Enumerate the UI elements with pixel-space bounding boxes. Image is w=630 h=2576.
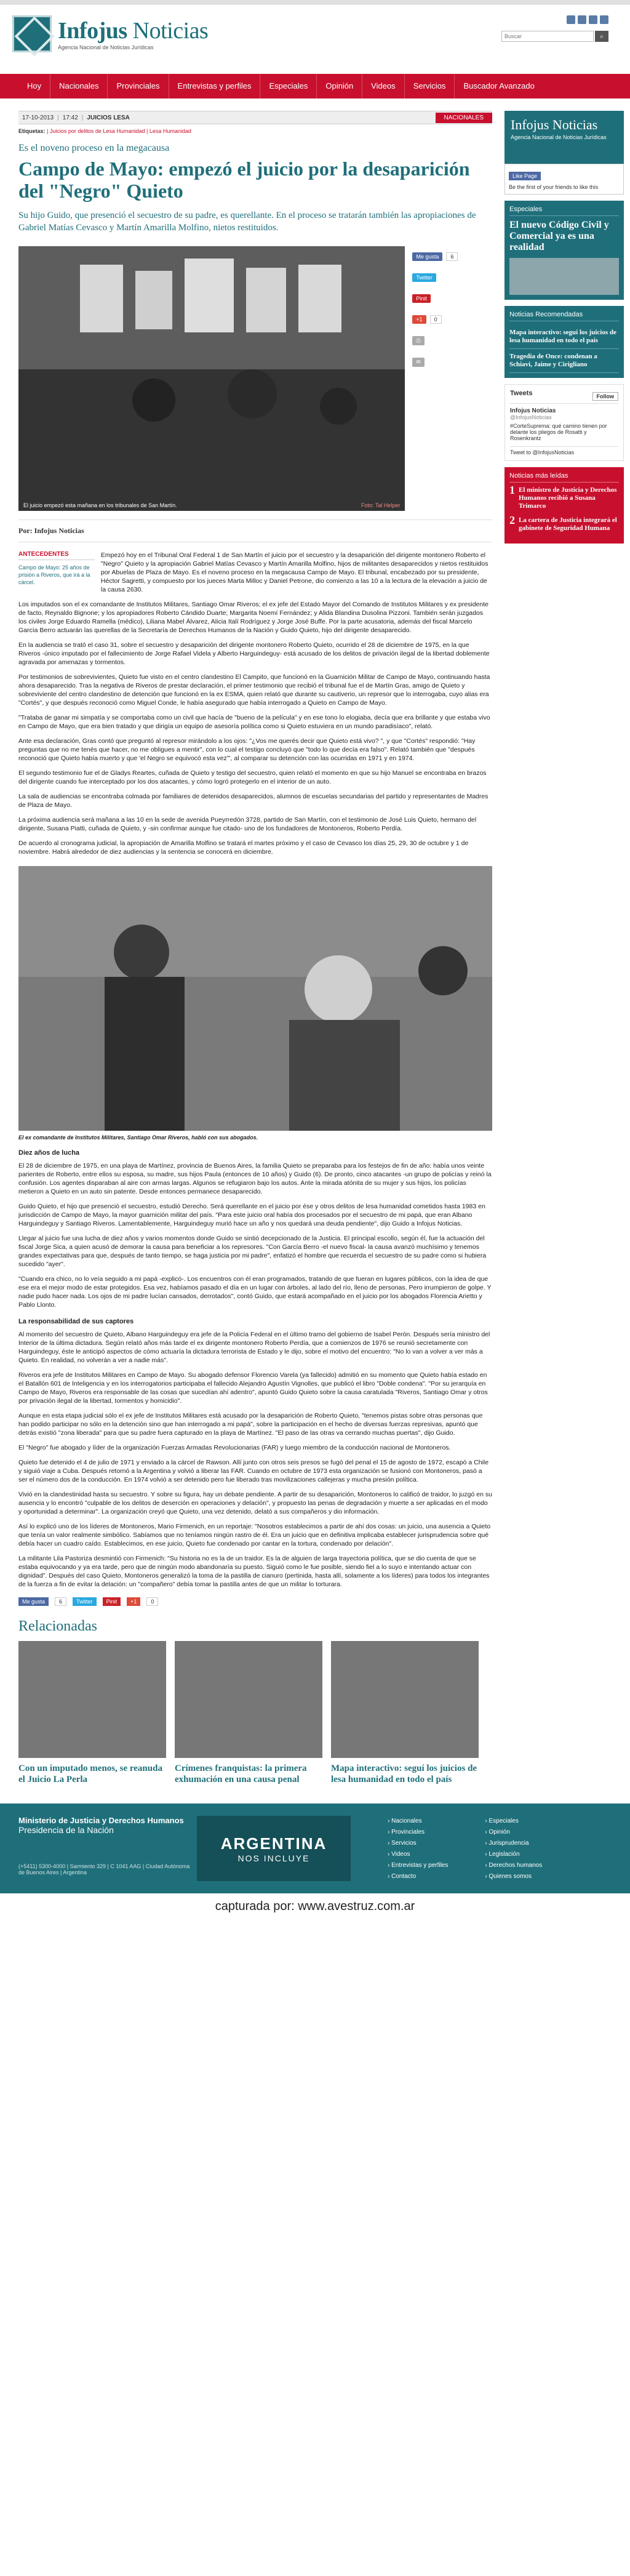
- footer-link[interactable]: › Especiales: [485, 1818, 518, 1824]
- section-tag-button[interactable]: NACIONALES: [436, 113, 492, 123]
- twitter-button[interactable]: Twitter: [412, 273, 436, 282]
- article-tags: Etiquetas: | Juicios por delitos de Lesa Humanidad | Lesa Humanidad: [18, 128, 191, 134]
- banner-word-noticias: Noticias: [552, 117, 598, 132]
- paragraph: Empezó hoy en el Tribunal Oral Federal 1 de San Martín el juicio por el secuestro y la desaparición del dirigente montonero Roberto el "Negro" Quieto y la apropiación Gabriel Matías Cevasco y Martín Amarilla Molfino, hijos de militantes desaparecidos y nietos restituidos por Abuelas de Plaza de Mayo. Es el noveno proceso en la megacausa Campo de Mayo. El tribunal, encabezado por su presidente, Héctor Sagretti, y compuesto por los jueces Marta Milloc y Daniel Petrone, dio comienzo a las 10 a la lectura de la elevación a juicio de la causa 2630.: [100, 552, 488, 593]
- like-page-button[interactable]: Like Page: [509, 172, 541, 180]
- article-continued: [18, 600, 492, 1606]
- paragraph: Los imputados son el ex comandante de Institutos Militares, Santiago Omar Riveros; el ex jefe del Estado Mayor del Comando de Institutos Militares y ex presidente de facto, Reynaldo Bignone; y los apropiadores Roberto Cándido Duarte; Margarita Noemí Fernández; y Alida Blandina Dusolina Pizzoni. También serán juzgados los civiles Jorge Eduardo Ramella (médico), Liliana Mabel Álvarez, Alicia Italí Rodríguez y Jorge José Buffe. Por la parte acusatoria, además del fiscal Marcelo García Berro actuarán las querellas de la Secretaría de Derechos Humanos de la Nación y Guido Quieto, hijo del dirigente desaparecido.: [18, 601, 488, 634]
- nav-opinion[interactable]: Opinión: [317, 74, 362, 98]
- tweet-author[interactable]: Infojus Noticias: [510, 407, 556, 414]
- footer-link[interactable]: › Contacto: [388, 1873, 416, 1880]
- social-icons: [567, 15, 608, 24]
- nav-videos[interactable]: Videos: [362, 74, 405, 98]
- tweet-handle[interactable]: @InfojusNoticias: [510, 414, 552, 420]
- subheading: La responsabilidad de sus captores: [18, 1318, 134, 1325]
- article-kicker: Es el noveno proceso en la megacausa: [18, 143, 170, 153]
- logo-emblem: [12, 15, 52, 52]
- paragraph: En la audiencia se trató el caso 31, sobre el secuestro y desaparición del dirigente montonero Roberto Quieto, ocurrido el 28 de diciembre de 1975, en la que Riveros -único imputado por el fallecimiento de Jorge Rafael Videla y Alberto Harguindeguy- está acusado de los delitos de privación ilegal de la libertad doblemente agravada por amenazas y tormentos.: [18, 641, 490, 666]
- article-date: 17-10-2013: [22, 114, 54, 121]
- footer-address: (+5411) 5300-4000 | Sarmiento 329 | C 1041 AAG | Ciudad Autónoma de Buenos Aires | Argentina: [18, 1863, 190, 1876]
- second-photo-caption: El ex comandante de Institutos Militares, Santiago Omar Riveros, habló con sus abogados.: [18, 1134, 258, 1141]
- related-title[interactable]: Mapa interactivo: seguí los juicios de lesa humanidad en todo el país: [331, 1763, 477, 1784]
- article-byline: Por: Infojus Noticias: [18, 520, 492, 542]
- tweets-heading: Tweets: [510, 390, 533, 397]
- subheading: Diez años de lucha: [18, 1149, 80, 1157]
- courtroom-photo: [18, 246, 405, 511]
- mas-leidas-box: [504, 467, 624, 544]
- nav-hoy[interactable]: Hoy: [18, 74, 50, 98]
- nav-provinciales[interactable]: Provinciales: [108, 74, 169, 98]
- paragraph: Guido Quieto, el hijo que presenció el secuestro, estudió Derecho. Será querellante en el juicio por ése y otros delitos de lesa humanidad cometidos hasta 1983 en jurisdicción de Campo de Mayo, la mayor guarnición militar del país. "Para este juicio oral había dos procesados por el secuestro de mi papá, que eran Albano Harguindeguy y Santiago Riveros. Lamentablemente, Harguindeguy murió hace un año y nos quedará una deuda pendiente", dijo Guido a Infojus Noticias.: [18, 1203, 485, 1227]
- facebook-widget: [504, 111, 624, 195]
- footer-links-col2: [485, 1816, 542, 1881]
- facebook-icon[interactable]: [567, 15, 575, 24]
- footer-ministry: [18, 1816, 197, 1881]
- related-title[interactable]: Crímenes franquistas: la primera exhumación en una causa penal: [175, 1763, 307, 1784]
- footer-argentina-banner: [197, 1816, 351, 1881]
- related-heading: Relacionadas: [18, 1618, 97, 1634]
- recomendadas-box: [504, 306, 624, 378]
- footer-link[interactable]: › Legislación: [485, 1851, 519, 1858]
- email-icon[interactable]: ✉: [412, 358, 425, 367]
- sidebar: [504, 111, 624, 1606]
- logo-subtitle: Agencia Nacional de Noticias Jurídicas: [58, 44, 154, 50]
- tag-link[interactable]: Juicios por delitos de Lesa Humanidad: [49, 128, 145, 134]
- article-section[interactable]: JUICIOS LESA: [87, 114, 130, 121]
- antecedentes-title: ANTECEDENTES: [18, 551, 95, 560]
- footer-link[interactable]: › Opinión: [485, 1829, 510, 1836]
- main-photo-row: [18, 246, 492, 511]
- mas-leida-link[interactable]: La cartera de Justicia integrará el gabinete de Seguridad Humana: [519, 516, 617, 532]
- photo-caption: El juicio empezó esta mañana en los tribunales de San Martín.: [23, 502, 177, 508]
- mas-leidas-heading: Noticias más leídas: [509, 472, 619, 483]
- googleplus-count: 0: [430, 315, 442, 324]
- nav-entrevistas[interactable]: Entrevistas y perfiles: [169, 74, 261, 98]
- paragraph: La militante Lila Pastoriza desmintió con Firmenich: "Su historia no es la de un traidor. Es la de alguien de larga trayectoria política, que se dio cuenta de que se estaba equivocando y ya era tarde, pero que de ningún modo abandonaría su puesto. Siguió como le fue posible, siendo fiel a lo suyo e intentando actuar con dignidad". Después del caso Quieto, Montoneros generalizó la toma de la pastilla de cianuro (pertinida, hasta allí, solamente a los líderes) para todos los integrantes de la fuerza a fin de evitar la delación: un "compañero" debía tomar la pastilla antes de que un militar lo torturara.: [18, 1555, 490, 1588]
- paragraph: Así lo explicó uno de los líderes de Montoneros, Mario Firmenich, en un reportaje: "Nosotros establecimos a partir de ahí dos cosas: un juicio, una ausencia a Quieto que tenía un valor realmente simbólico. Sabíamos que no teníamos ningún rastro de él. Era un juicio que en definitiva implicaba establecer jurisprudencia sobre qué debía hacer un cuadro caído. Establecimos, en ese juicio, Quieto fue condenado por cantar en la tortura, condenado por delación".: [18, 1523, 491, 1547]
- twitter-icon[interactable]: [578, 15, 586, 24]
- especiales-link[interactable]: El nuevo Código Civil y Comercial ya es una realidad: [509, 220, 609, 252]
- paragraph: Vivió en la clandestinidad hasta su secuestro. Y sobre su figura, hay un debate pendiente. A partir de su desaparición, Montoneros lo calificó de traidor, lo juzgó en su ausencia y lo encontró "culpable de los delitos de deserción en operaciones y delación", y propuesto las penas de degradación y muerte a ser aplicadas en el modo y oportunidad a determinar". La organización creyó que Quieto, una vez detenido, delató a sus compañeros y dio información.: [18, 1491, 492, 1515]
- paragraph: El segundo testimonio fue el de Gladys Reartes, cuñada de Quieto y testigo del secuestro, quien relató el momento en que su hijo Manuel se encontraba en brazos del dirigente cuando fue interceptado por los dos atacantes, y cómo logró protegerlo en el interior de un auto.: [18, 769, 487, 785]
- top-band: [0, 0, 630, 5]
- footer-link[interactable]: › Jurisprudencia: [485, 1840, 528, 1847]
- facebook-friends-text: Be the first of your friends to like this: [509, 184, 599, 190]
- twitter-button[interactable]: Twitter: [73, 1597, 97, 1606]
- related-image[interactable]: [18, 1641, 166, 1758]
- especiales-image[interactable]: [509, 258, 619, 295]
- footer-link[interactable]: › Videos: [388, 1851, 410, 1858]
- rss-icon[interactable]: [600, 15, 608, 24]
- second-photo: [18, 866, 492, 1131]
- footer-links-col1: [388, 1816, 448, 1881]
- footer-link[interactable]: › Quienes somos: [485, 1873, 532, 1880]
- footer-link[interactable]: › Derechos humanos: [485, 1862, 542, 1869]
- antecedentes-box: [18, 551, 95, 600]
- related-card[interactable]: [175, 1641, 322, 1785]
- facebook-like-button[interactable]: Me gusta: [412, 252, 442, 261]
- related-title[interactable]: Con un imputado menos, se reanuda el Juicio La Perla: [18, 1763, 162, 1784]
- tweets-widget: [504, 384, 624, 461]
- main-layout: [0, 98, 630, 1606]
- paragraph: La próxima audiencia será mañana a las 10 en la sede de avenida Pueyrredón 3728, partido de San Martín, con el testimonio de José Luis Quieto, hermano del dirigente, Susana Piatti, cuñada de Quieto, y -sin confirmar aunque fue citado- uno de los fundadores de Montoneros, Roberto Perdía.: [18, 816, 477, 832]
- photo-credit: Foto: Tal Helper: [361, 502, 401, 508]
- related-section: [18, 1618, 492, 1785]
- logo-text: [58, 17, 208, 50]
- twitter-follow-button[interactable]: Follow: [592, 392, 619, 401]
- youtube-icon[interactable]: [589, 15, 597, 24]
- nav-servicios[interactable]: Servicios: [405, 74, 455, 98]
- banner-argentina: ARGENTINA: [220, 1834, 327, 1853]
- paragraph: De acuerdo al cronograma judicial, la apropiación de Amarilla Molfino se tratará el martes próximo y el caso de Cevasco los días 25, 29, 30 de octubre y 1 de noviembre. Habrá alrededor de diez audiencias y la sentencia se conocerá en diciembre.: [18, 840, 469, 856]
- search-icon[interactable]: ⌕: [595, 31, 608, 42]
- related-card[interactable]: [18, 1641, 166, 1785]
- paragraph: Por testimonios de sobrevivientes, Quieto fue visto en el centro clandestino El Campito, que funcionó en la Guarnición Militar de Campo de Mayo, continuando hasta ahora desaparecido. Tras la negativa de Riveros de prestar declaración, el primer testimonio que recibió el tribunal fue el de Martín Gras, amigo de Quieto y sobreviviente del centro clandestino de detención que funcionó en la ex ESMA, quien relató que durante su cautiverio, un represor que lo interrogaba, cuyo alias era "Cortés", y que después reconoció como Miguel Conde, le había asegurado que había interrogado a Quieto en Campo de Mayo.: [18, 673, 490, 707]
- main-nav: [0, 74, 630, 98]
- recomendada-link[interactable]: Tragedia de Once: condenan a Schiavi, Jaime y Cirigliano: [509, 349, 619, 373]
- tweet-text: #CorteSuprema: qué camino tienen por delante los pliegos de Rosatti y Rosenkrantz: [510, 423, 607, 441]
- print-icon[interactable]: ⎙: [412, 336, 424, 345]
- pinterest-share[interactable]: [412, 294, 492, 303]
- mas-leida-item[interactable]: 2 La cartera de Justicia integrará el gabinete de Seguridad Humana: [509, 516, 619, 532]
- paragraph: Al momento del secuestro de Quieto, Albano Harguindeguy era jefe de la Policía Federal en el último tramo del gobierno de Isabel Perón. Después sería ministro del Interior de la última dictadura. Según relató años más tarde el ex dirigente montonero Roberto Perdía, que a comienzos de 1976 se reunió secretamente con Harguindeguy, éste le anticipó aspectos de cómo actuaría la dictadura terrorista de Estado y le dijo, sobre el motivo del encuentro: "No lo van a volver a ver más a Quieto. En realidad, no volverán a ver a nadie más".: [18, 1331, 490, 1364]
- banner-word-infojus: Infojus: [511, 117, 549, 132]
- paragraph: "Cuando era chico, no lo veía seguido a mi papá -explicó-. Los encuentros con él eran programados, tratando de que fueran en lugares públicos, con la idea de que ese era el mejor modo de estar protegidos. Esa vez, habíamos pasado el día en un lugar con árboles, al lado del río, lleno de personas. Pero irrumpieron de golpe. Y nadie pudo hacer nada. Los ojos de mi padre lucían cansados, derrotados", contó Guido, que estará acompañado en el juicio por los abogados Florencia Arietto y Pablo Llonto.: [18, 1275, 492, 1309]
- mas-leida-link[interactable]: El ministro de Justicia y Derechos Humanos recibió a Susana Trimarco: [519, 486, 617, 510]
- mas-leida-item[interactable]: 1 El ministro de Justicia y Derechos Humanos recibió a Susana Trimarco: [509, 486, 619, 510]
- paragraph: Riveros era jefe de Institutos Militares en Campo de Mayo. Su abogado defensor Florencio Varela (ya fallecido) admitió en su momento que Quieto había estado en el Batallón 601 de Inteligencia y en los interrogatorios participaba el fallecido Alejandro Agustín Vignolles, que publicó el libro "Doble condena". "Por su jerarquía en Campo de Mayo, Riveros era responsable de las cosas que sucedían ahí adentro", apuntó Guido Quieto sobre la causa caratulada "Riveros, Santiago Omar y otros por privación ilegal de la libertad, tormentos y homicidio".: [18, 1371, 488, 1405]
- paragraph: Aunque en esta etapa judicial sólo el ex jefe de Institutos Militares está acusado por la desaparición de Roberto Quieto, "tenemos pistas sobre otras personas que han podido participar no sólo en la detención sino que han interrogado a mi papá", sobre la participación en el hecho de diversas fuerzas represivas, apuntó que detrás existió "zona liberada" para que su padre fuera capturado en la playa de Martínez. "El paso de las otras va cerrando muchas puertas", dijo Guido.: [18, 1412, 483, 1437]
- paragraph: "Trataba de ganar mi simpatía y se comportaba como un civil que hacía de "bueno de la película" y en ese tono lo elogiaba, decía que era brillante y que estaba vivo en Campo de Mayo, que era bien tratado y que dirigía un equipo de asesoría política como si Quieto estuviera en un mundo paradisíaco", relató.: [18, 714, 490, 730]
- site-footer: [0, 1804, 630, 1893]
- footer-presidencia: Presidencia de la Nación: [18, 1825, 114, 1835]
- footer-ministerio: Ministerio de Justicia y Derechos Humanos: [18, 1816, 184, 1825]
- share-column: [412, 246, 492, 511]
- recomendadas-heading: Noticias Recomendadas: [509, 311, 619, 321]
- pinterest-button[interactable]: Pinit: [412, 294, 431, 303]
- article-time: 17:42: [62, 114, 78, 121]
- facebook-count: 6: [446, 252, 458, 261]
- logo-word-noticias: Noticias: [132, 18, 209, 44]
- nav-buscador[interactable]: Buscador Avanzado: [463, 81, 535, 90]
- paragraph: El 28 de diciembre de 1975, en una playa de Martínez, provincia de Buenos Aires, la familia Quieto se preparaba para los festejos de fin de año: había unos veinte parientes de Roberto, entre ellos su esposa, su madre, sus hijos Paula (entonces de 10 años) y Guido (6). De pronto, cinco atacantes -un grupo de policías y reinó la confusión. Los agentes disparaban al aire con armas largas. Algunos se refugiaron bajo los autos. Ante la mirada atónita de su mujer y sus hijos, los policías metieron a Quieto en un auto sin patente. Desde entonces permanece desaparecido.: [18, 1162, 492, 1195]
- paragraph: Llegar al juicio fue una lucha de diez años y varios momentos donde Guido se sintió decepcionado de la Justicia. El principal escollo, según él, fue la actuación del fiscal Jorge Sica, a quien acusó de demorar la causa para beneficiar a los represores. "Con García Berro -el nuevo fiscal- la causa avanzó muchísimo y tenemos grandes expectativas para que, después de tanto tiempo, se haga justicia por mi padre", enfatizó el hombre que recuerda el secuestro de su padre como si hubiera sucedido "ayer".: [18, 1235, 487, 1268]
- paragraph: El "Negro" fue abogado y líder de la organización Fuerzas Armadas Revolucionarias (FAR) y luego miembro de la conducción nacional de Montoneros.: [18, 1444, 451, 1451]
- tweet-to-link[interactable]: Tweet to @InfojusNoticias: [510, 446, 618, 455]
- footer-link[interactable]: › Provinciales: [388, 1829, 425, 1836]
- especiales-heading: Especiales: [509, 206, 619, 216]
- especiales-box: [504, 201, 624, 300]
- facebook-share[interactable]: [412, 252, 492, 261]
- print-share[interactable]: [412, 336, 492, 345]
- tags-label: Etiquetas:: [18, 128, 46, 134]
- twitter-share[interactable]: [412, 273, 492, 282]
- related-image[interactable]: [331, 1641, 479, 1758]
- facebook-count: 6: [55, 1597, 66, 1606]
- riveros-photo: [18, 866, 492, 1131]
- main-photo: [18, 246, 405, 511]
- capture-watermark: capturada por: www.avestruz.com.ar: [215, 1900, 415, 1913]
- related-image[interactable]: [175, 1641, 322, 1758]
- site-logo[interactable]: [12, 15, 208, 52]
- logo-title: [58, 17, 208, 44]
- article-meta: 17-10-2013 | 17:42 | JUICIOS LESA NACIONALES: [18, 111, 492, 124]
- paragraph: Ante esa declaración, Gras contó que preguntó al represor mirándolo a los ojos: "¿Vos me querés decir que Quieto está vivo? ", y que "Cortés" respondió: "Hay preguntas que no me tenés que hacer, no me obligues a mentir", con lo cual el testigo concluyó que "todo lo que decía era falso". Relató también que "después reconoció que Quieto había muerto y que 'el Negro se equivocó esta vez'", al comparar su detención con las ocurridas en 1971 y en 1974.: [18, 737, 476, 762]
- banner-subtitle: Agencia Nacional de Noticias Jurídicas: [511, 134, 607, 140]
- article-headline: Campo de Mayo: empezó el juicio por la desaparición del "Negro" Quieto: [18, 158, 470, 202]
- paragraph: La sala de audiencias se encontraba colmada por familiares de detenidos desaparecidos, alumnos de escuelas secundarias del partido y representantes de Madres de Plaza de Mayo.: [18, 793, 488, 809]
- nav-especiales[interactable]: Especiales: [260, 74, 317, 98]
- article-text: [101, 551, 492, 600]
- related-card[interactable]: [331, 1641, 479, 1785]
- banner-nos-incluye: NOS INCLUYE: [237, 1853, 310, 1863]
- pinterest-button[interactable]: Pinit: [103, 1597, 121, 1606]
- search-input[interactable]: [501, 31, 594, 42]
- nav-nacionales[interactable]: Nacionales: [50, 74, 108, 98]
- googleplus-button[interactable]: +1: [412, 315, 426, 324]
- antecedentes-link[interactable]: Campo de Mayo: 25 años de prisión a Riveros, que irá a la cárcel.: [18, 564, 90, 585]
- googleplus-button[interactable]: +1: [127, 1597, 140, 1606]
- related-list: [18, 1641, 492, 1785]
- footer-links: [388, 1816, 542, 1881]
- recomendada-link[interactable]: Mapa interactivo: seguí los juicios de lesa humanidad en todo el país: [509, 325, 619, 349]
- facebook-banner[interactable]: [504, 111, 624, 164]
- article-body: [18, 551, 492, 600]
- googleplus-count: 0: [146, 1597, 158, 1606]
- article-column: [18, 111, 492, 1606]
- paragraph: Quieto fue detenido el 4 de julio de 1971 y enviado a la cárcel de Rawson. Allí junto con otros seis presos se fugó del penal el 15 de agosto de 1972, escapó a Chile y siguió viaje a Cuba. Después retornó a la Argentina y volvió a liberar las FAR. Cuando en octubre de 1973 esta organización se fusionó con Montoneros, pasó a ser el número dos de la conducción. En 1974 volvió a ser detenido pero fue liberado tras movilizaciones callejeras y mucha presión política.: [18, 1459, 489, 1483]
- email-share[interactable]: [412, 358, 492, 367]
- facebook-like-box: [504, 164, 624, 195]
- tweets-header: [510, 390, 618, 404]
- googleplus-share[interactable]: [412, 315, 492, 324]
- article-lead: Su hijo Guido, que presenció el secuestro de su padre, es querellante. En el proceso se tratarán también las apropiaciones de Gabriel Matías Cevasco y Martín Amarilla Molfino, nietos restituidos.: [18, 211, 476, 233]
- footer-link[interactable]: › Servicios: [388, 1840, 417, 1847]
- footer-link[interactable]: › Nacionales: [388, 1818, 422, 1824]
- site-header: [0, 0, 630, 74]
- bottom-share-bar: [18, 1597, 492, 1606]
- logo-word-infojus: Infojus: [58, 18, 127, 44]
- tag-link[interactable]: Lesa Humanidad: [149, 128, 191, 134]
- footer-link[interactable]: › Entrevistas y perfiles: [388, 1862, 448, 1869]
- facebook-like-button[interactable]: Me gusta: [18, 1597, 49, 1606]
- search-box: [501, 31, 608, 42]
